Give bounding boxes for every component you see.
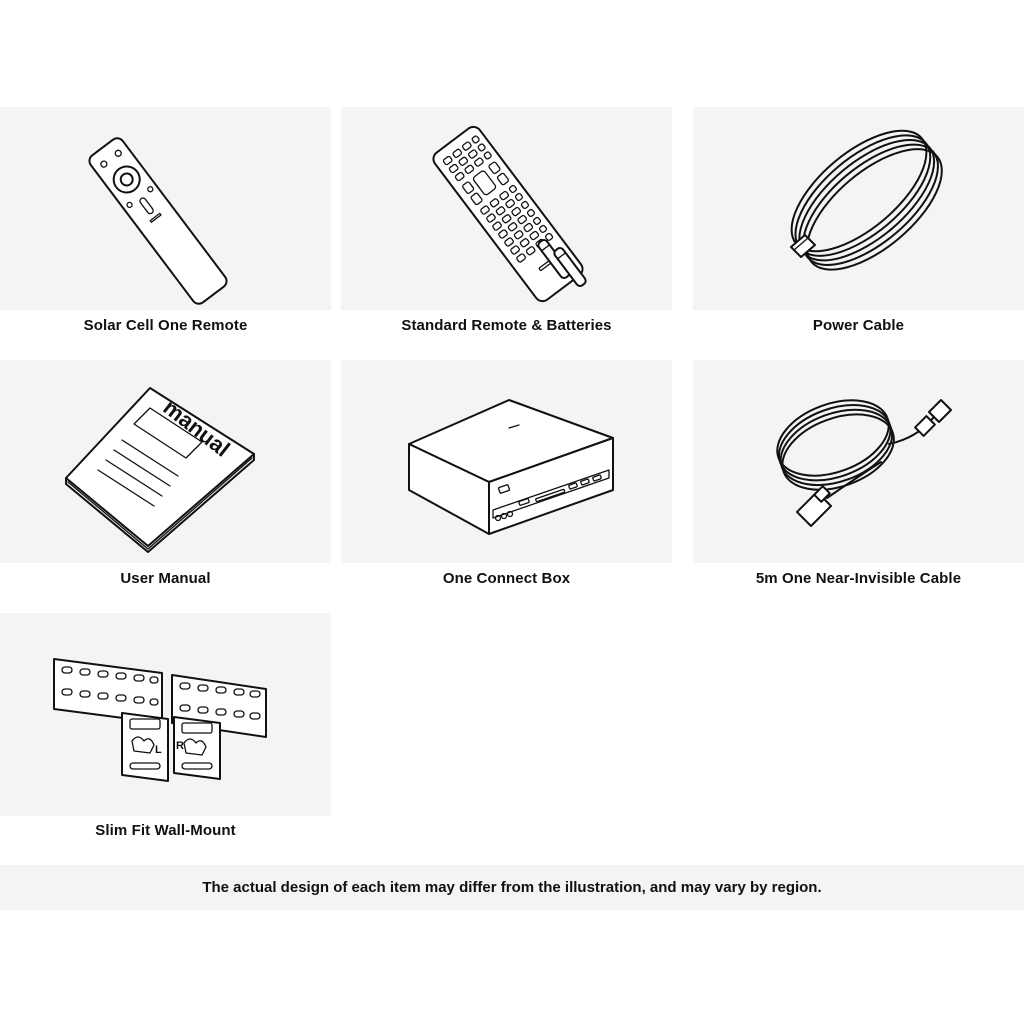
item-label: Standard Remote & Batteries [401,317,612,334]
disclaimer-bar [0,865,1024,910]
item-tile-user-manual [0,360,331,563]
item-tile-power-cable [693,107,1024,310]
manual-cover-text: manual [158,394,235,462]
item-tile-near-invisible-cable [693,360,1024,563]
mount-mark-right: R [176,740,184,752]
near-invisible-cable-icon [693,360,1024,563]
one-connect-box-icon [341,360,672,563]
item-label: One Connect Box [442,570,571,587]
mount-mark-left: L [155,744,162,756]
wall-mount-icon [0,613,331,816]
item-tile-solar-remote [0,107,331,310]
item-tile-standard-remote [341,107,672,310]
item-label: Power Cable [812,317,905,334]
power-cable-icon [693,107,1024,310]
item-tile-one-connect-box [341,360,672,563]
item-label: Solar Cell One Remote [83,317,248,334]
item-label: 5m One Near-Invisible Cable [755,570,962,587]
item-label: User Manual [120,570,211,587]
remote-batteries-icon [341,107,672,310]
item-tile-wall-mount [0,613,331,816]
solar-remote-icon [0,107,331,310]
user-manual-icon [0,360,331,563]
disclaimer-text: The actual design of each item may differ from the illustration, and may vary by region. [202,879,822,896]
item-label: Slim Fit Wall-Mount [95,822,236,839]
